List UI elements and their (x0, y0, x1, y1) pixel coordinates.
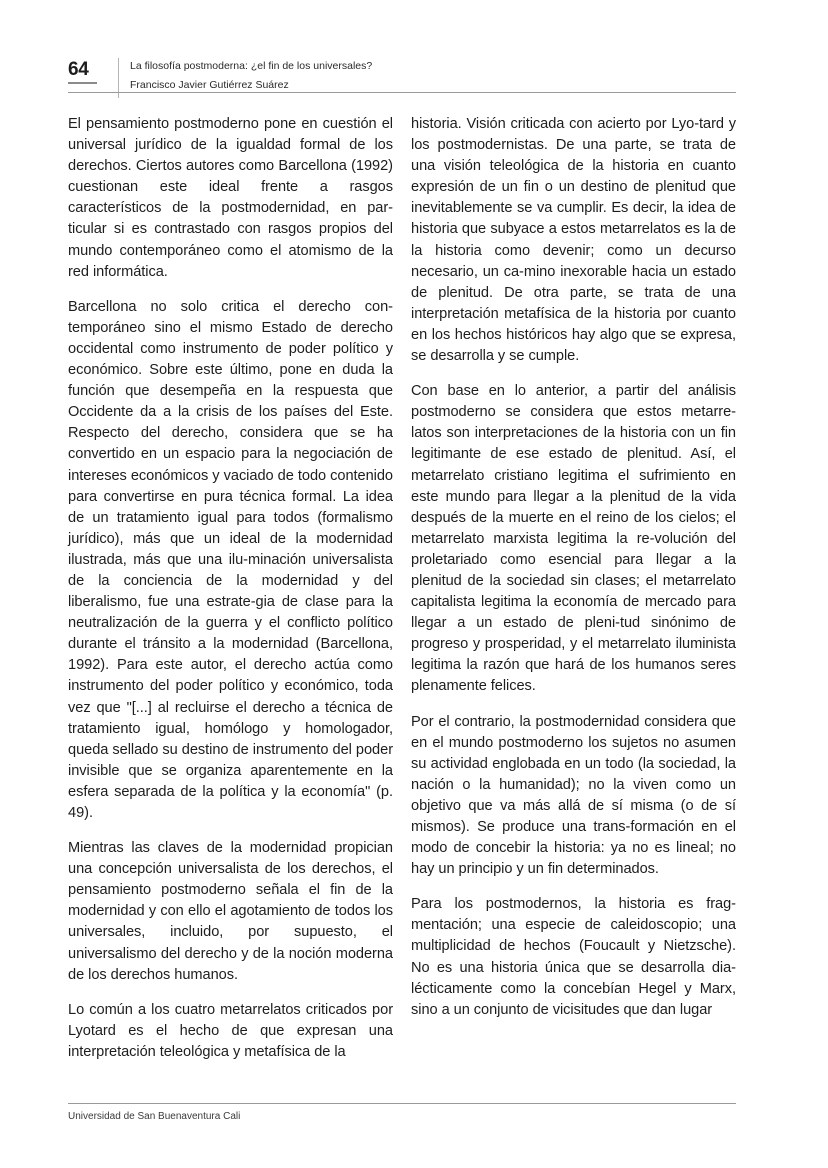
article-title: La filosofía postmoderna: ¿el fin de los universales? (130, 60, 373, 72)
body-columns (68, 114, 736, 1074)
footer-institution: Universidad de San Buenaventura Cali (68, 1111, 241, 1122)
article-author: Francisco Javier Gutiérrez Suárez (130, 79, 289, 91)
header-titles (130, 57, 730, 95)
footer-rule (68, 1103, 736, 1104)
paragraph: historia. Visión criticada con acierto por Lyo-tard y los postmodernistas. De una parte, se trata de una visión teleológica de la historia en cuanto expresión de un fin o un destino de plenitud que inevitablemente se va cumplir. Es decir, la idea de historia que subyace a estos metarrelatos es la de la historia como devenir; como un decurso necesario, un ca-mino inexorable hacia un estado de plenitud. De otra parte, se trata de una interpretación metafísica de la historia por cuanto en los hechos históricos hay algo que se expresa, se desarrolla y se cumple. (411, 116, 736, 365)
running-head (68, 58, 736, 104)
page-number: 64 (68, 59, 89, 80)
header-rule (68, 92, 736, 93)
paragraph: Mientras las claves de la modernidad propician una concepción universalista de los derechos, el pensamiento postmoderno señala el fin de la modernidad y con ello el agotamiento de todos los universales, incluido, por supuesto, el universalismo del derecho y de la noción moderna de los derechos humanos. (68, 840, 393, 983)
folio-underline (68, 82, 97, 84)
folio-block (68, 60, 114, 79)
paragraph: El pensamiento postmoderno pone en cuestión el universal jurídico de la igualdad formal de los derechos. Ciertos autores como Barcellona (1992) cuestionan este ideal frente a rasgos característicos de la postmodernidad, en par-ticular si es contrastado con rasgos propios del mundo contemporáneo como el atomismo de la red informática. (68, 116, 393, 280)
paragraph: Con base en lo anterior, a partir del análisis postmoderno se considera que estos metarre-latos son interpretaciones de la historia con un fin legitimante de ese estado de plenitud. Así, el metarrelato cristiano legitima el sufrimiento en este mundo para llegar a la plenitud de la vida después de la muerte en el reino de los cielos; el metarrelato marxista legitima la re-volución del proletariado como esencial para llegar a la plenitud de la sociedad sin clases; el metarrelato capitalista legitima la economía de mercado para llegar a un estado de pleni-tud sinónimo de progreso y prosperidad, y el metarrelato iluminista legitima la razón que hará de los humanos seres plenamente felices. (411, 383, 736, 695)
paragraph: Para los postmodernos, la historia es frag-mentación; una especie de caleidoscopio; una multiplicidad de hechos (Foucault y Nietzsche). No es una historia única que se desarrolla dia-lécticamente como la concebían Hegel y Marx, sino a un conjunto de vicisitudes que dan lugar (411, 896, 736, 1018)
paragraph: Lo común a los cuatro metarrelatos criticados por Lyotard es el hecho de que expresan una interpretación teleológica y metafísica de la (68, 1001, 393, 1060)
paragraph: Barcellona no solo critica el derecho con-temporáneo sino el mismo Estado de derecho occidental como instrumento de poder político y económico. Sobre este último, pone en duda la función que desempeña en la respuesta que Occidente da a la crisis de los países del Este. Respecto del derecho, considera que se ha convertido en un espacio para la negociación de intereses económicos y vaciado de todo contenido para convertirse en pura técnica formal. La idea de un tratamiento igual para todos (formalismo jurídico), más que un ideal de la modernidad ilustrada, más que una ilu-minación universalista de la conciencia de la modernidad y del liberalismo, fue una estrate-gia de clase para la neutralización de la guerra y el conflicto político durante el tránsito a la modernidad (Barcellona, 1992). Para este autor, el derecho actúa como instrumento del poder político y económico, toda vez que "[...] al recluirse el derecho a técnica de tratamiento igual, homólogo y homologador, queda sellado su destino de instrumento del poder invisible que se organiza aparentemente en la esfera separada de la política y la economía" (p. 49). (68, 298, 393, 821)
column-right (411, 114, 736, 1074)
paragraph: Por el contrario, la postmodernidad considera que en el mundo postmoderno los sujetos no asumen su actividad englobada en un todo (la sociedad, la nación o la humanidad); no la viven como un objetivo que va más allá de sí misma (o de sí mismos). Se produce una trans-formación en el modo de concebir la historia: ya no es lineal; no hay un principio y un fin determinados. (411, 713, 736, 878)
column-left (68, 114, 393, 1074)
